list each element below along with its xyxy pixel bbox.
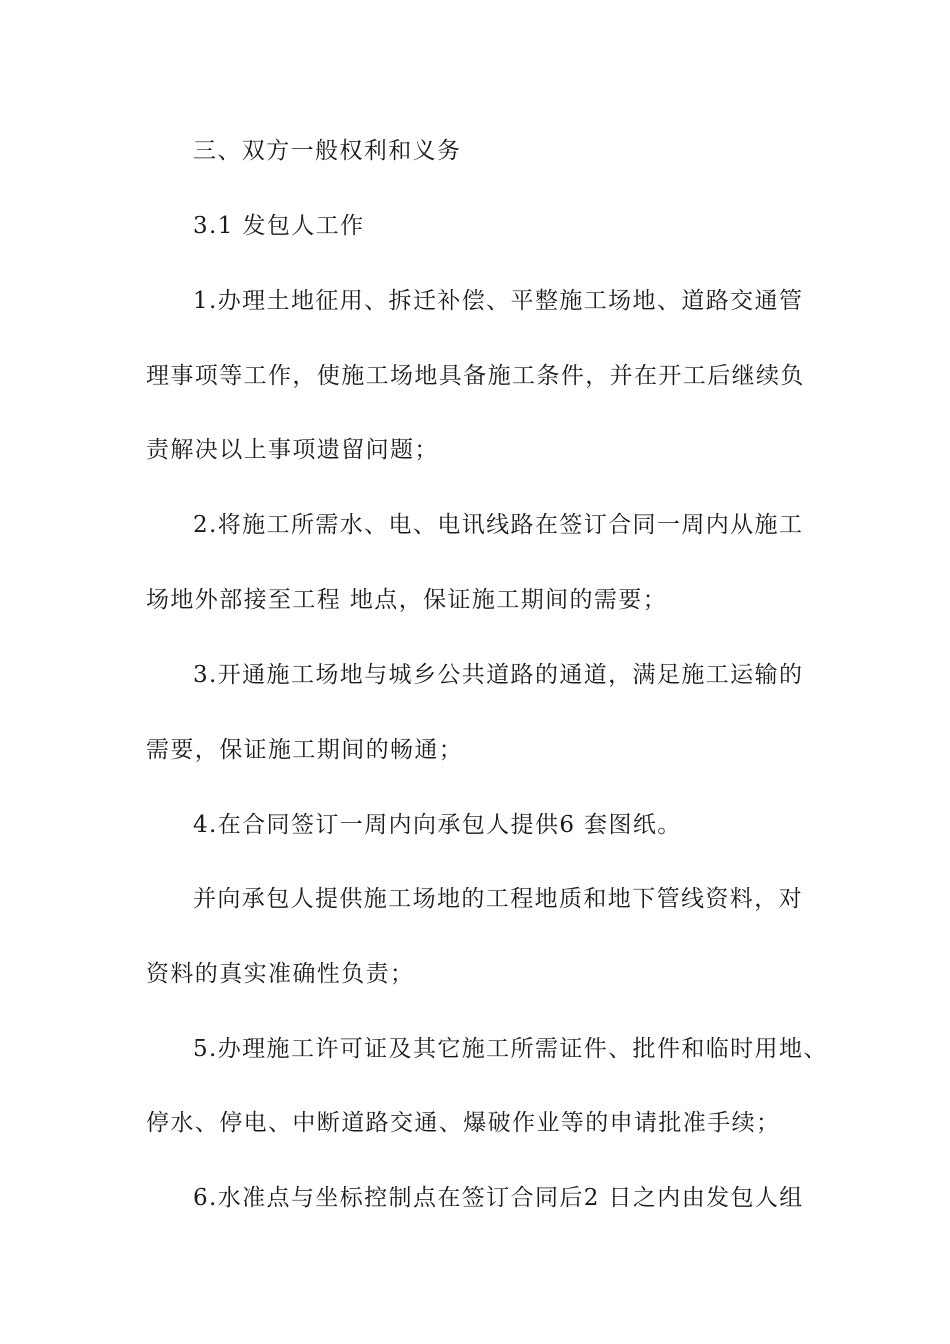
paragraph-line: 需要，保证施工期间的畅通；	[146, 737, 464, 763]
paragraph-line: 并向承包人提供施工场地的工程地质和地下管线资料，对	[193, 886, 803, 912]
paragraph-line: 停水、停电、中断道路交通、爆破作业等的申请批准手续；	[146, 1110, 781, 1136]
paragraph-line: 1.办理土地征用、拆迁补偿、平整施工场地、道路交通管	[193, 288, 804, 314]
paragraph-line: 2.将施工所需水、电、电讯线路在签订合同一周内从施工	[193, 512, 804, 538]
paragraph-line: 3.开通施工场地与城乡公共道路的通道，满足施工运输的	[193, 662, 804, 688]
section-heading: 三、双方一般权利和义务	[193, 138, 462, 164]
paragraph-line: 5.办理施工许可证及其它施工所需证件、批件和临时用地、	[193, 1036, 828, 1062]
paragraph-line: 6.水准点与坐标控制点在签订合同后2 日之内由发包人组	[193, 1185, 804, 1211]
paragraph-line: 场地外部接至工程 地点，保证施工期间的需要；	[146, 587, 668, 613]
paragraph-line: 资料的真实准确性负责；	[146, 961, 415, 987]
paragraph-line: 责解决以上事项遗留问题；	[146, 437, 439, 463]
paragraph-line: 4.在合同签订一周内向承包人提供6 套图纸。	[193, 812, 682, 838]
subsection-heading: 3.1 发包人工作	[193, 213, 365, 239]
paragraph-line: 理事项等工作，使施工场地具备施工条件，并在开工后继续负	[146, 363, 805, 389]
